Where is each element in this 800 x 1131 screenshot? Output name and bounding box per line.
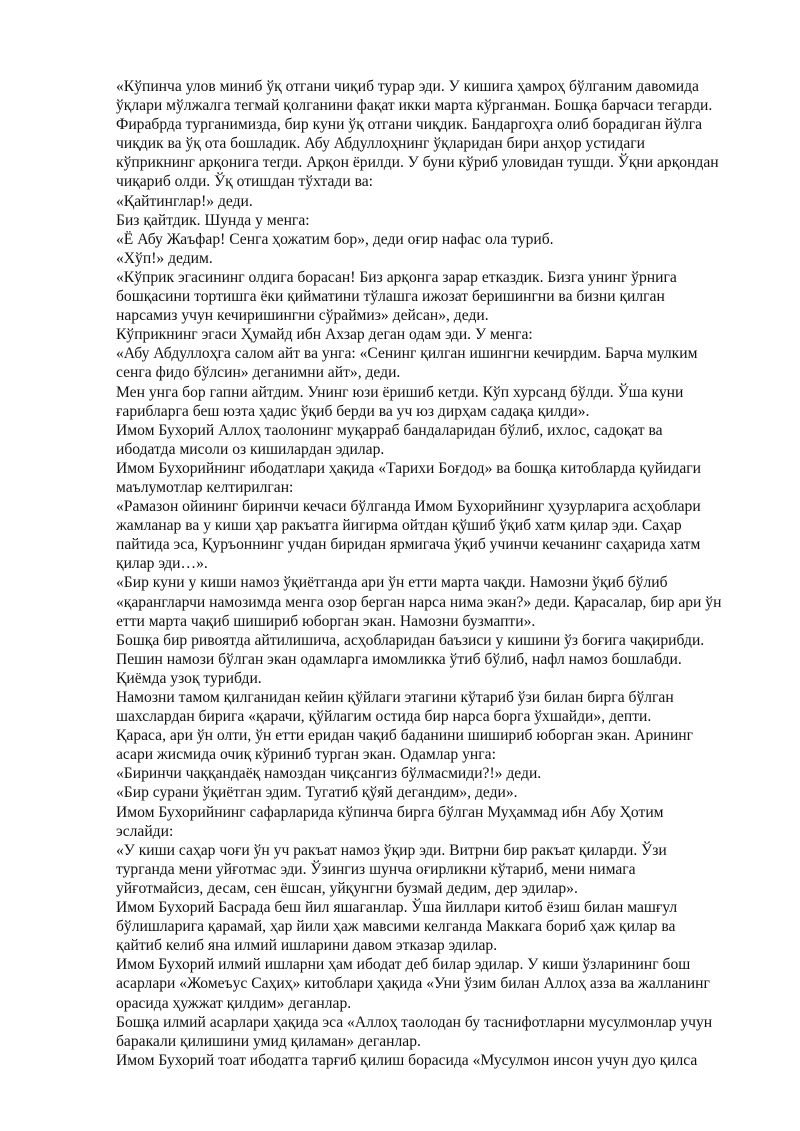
paragraph: «Биринчи чаққандаёқ намоздан чиқсангиз бўлмасмиди?!» деди. xyxy=(116,765,542,783)
paragraph: Имом Бухорий Аллоҳ таолонинг муқарраб бандаларидан бўлиб, ихлос, садоқат ва ибодатда мисоли оз кишилардан эдилар. xyxy=(116,421,663,458)
paragraph: «Кўприк эгасининг олдига борасан! Биз арқонга зарар етказдик. Бизга унинг ўрнига бошқасини тортишга ёки қийматини тўлашга ижозат беришингни ва бизни қилган нарсамиз учун кечиришингни сўраймиз» дейсан», деди. xyxy=(116,268,677,325)
paragraph: Биз қайтдик. Шунда у менга: xyxy=(116,211,310,229)
paragraph: Бошқа бир ривоятда айтилишича, асҳобларидан баъзиси у кишини ўз боғига чақирибди. Пешин намози бўлган экан одамларга имомликка ўтиб бўлиб, нафл намоз бошлабди. Қиёмда узоқ турибди. xyxy=(116,631,705,687)
paragraph: «Бир сурани ўқиётган эдим. Тугатиб қўяй дегандим», деди». xyxy=(116,784,518,802)
paragraph: Имом Бухорийнинг ибодатлари ҳақида «Тарихи Боғдод» ва бошқа китобларда қуйидаги маълумотлар келтирилган: xyxy=(116,459,701,496)
paragraph: «Қайтинглар!» деди. xyxy=(116,192,253,210)
paragraph: «Кўпинча улов миниб ўқ отгани чиқиб турар эди. У кишига ҳамроҳ бўлганим давомида ўқлари мўлжалга тегмай қолганини фақат икки марта кўрганман. Бошқа барчаси тегарди. Фирабрда турганимизда, бир куни ўқ отгани чиқдик. Бандаргоҳга олиб борадиган йўлга чиқдик ва ўқ ота бошладик. Абу Абдуллоҳнинг ўқларидан бири анҳор устидаги кўприкнинг арқонига тегди. Арқон ёрилди. У буни кўриб уловидан тушди. Ўқни арқондан чиқариб олди. Ўқ отишдан тўхтади ва: xyxy=(116,78,719,191)
paragraph: «Бир куни у киши намоз ўқиётганда ари ўн етти марта чақди. Намозни ўқиб бўлиб «қарангларчи намозимда менга озор берган нарса нима экан?» деди. Қарасалар, бир ари ўн етти марта чақиб шишириб юборган экан. Намозни бузмапти». xyxy=(116,574,722,630)
paragraph: Қараса, ари ўн олти, ўн етти еридан чақиб баданини шишириб юборган экан. Арининг асари жисмида очиқ кўриниб турган экан. Одамлар унга: xyxy=(116,727,694,764)
paragraph: «У киши саҳар чоғи ўн уч ракъат намоз ўқир эди. Витрни бир ракъат қиларди. Ўзи турганда мени уйғотмас эди. Ўзингиз шунча оғирликни кўтариб, мени нимага уйғотмайсиз, десам, сен ёшсан, уйқунгни бузмай дедим, дер эдилар». xyxy=(116,841,667,897)
paragraph: «Абу Абдуллоҳга салом айт ва унга: «Сенинг қилган ишингни кечирдим. Барча мулким сенга фидо бўлсин» деганимни айт», деди. xyxy=(116,345,698,382)
paragraph: «Ё Абу Жаъфар! Сенга ҳожатим бор», деди оғир нафас ола туриб. xyxy=(116,230,554,248)
paragraph: Имом Бухорий тоат ибодатга тарғиб қилиш борасида «Мусулмон инсон учун дуо қилса xyxy=(116,1051,698,1069)
paragraph: «Рамазон ойининг биринчи кечаси бўлганда Имом Бухорийнинг ҳузурларига асҳоблари жамланар ва у киши ҳар ракъатга йигирма ойтдан қўшиб ўқиб хатм қилар эди. Саҳар пайтида эса, Қуръоннинг учдан биридан ярмигача ўқиб учинчи кечанинг саҳарида хатм қилар эди…». xyxy=(116,498,701,573)
paragraph: Имом Бухорий илмий ишларни ҳам ибодат деб билар эдилар. У киши ўзларининг бош асарлари «Жомеъус Саҳиҳ» китоблари ҳақида «Уни ўзим билан Аллоҳ азза ва жалланинг орасида ҳужжат қилдим» деганлар. xyxy=(116,956,710,1012)
paragraph: Имом Бухорий Басрада беш йил яшаганлар. Ўша йиллари китоб ёзиш билан машғул бўлишларига қарамай, ҳар йили ҳаж мавсими келганда Маккага бориб ҳаж қилар ва қайтиб келиб яна илмий ишларини давом этказар эдилар. xyxy=(116,899,678,955)
paragraph: «Хўп!» дедим. xyxy=(116,249,213,267)
paragraph: Намозни тамом қилганидан кейин қўйлаги этагини кўтариб ўзи билан бирга бўлган шахслардан бирига «қарачи, қўйлагим остида бир нарса борга ўхшайди», депти. xyxy=(116,689,674,726)
paragraph: Кўприкнинг эгаси Ҳумайд ибн Ахзар деган одам эди. У менга: xyxy=(116,326,533,344)
paragraph: Мен унга бор гапни айтдим. Унинг юзи ёришиб кетди. Кўп хурсанд бўлди. Ўша куни ғарибларга беш юзта ҳадис ўқиб берди ва уч юз дирҳам садақа қилди». xyxy=(116,383,684,420)
paragraph: Имом Бухорийнинг сафарларида кўпинча бирга бўлган Муҳаммад ибн Абу Ҳотим эслайди: xyxy=(116,803,664,840)
paragraph: Бошқа илмий асарлари ҳақида эса «Аллоҳ таолодан бу таснифотларни мусулмонлар учун баракали қилишини умид қиламан» деганлар. xyxy=(116,1013,713,1050)
document-page xyxy=(116,77,746,1070)
